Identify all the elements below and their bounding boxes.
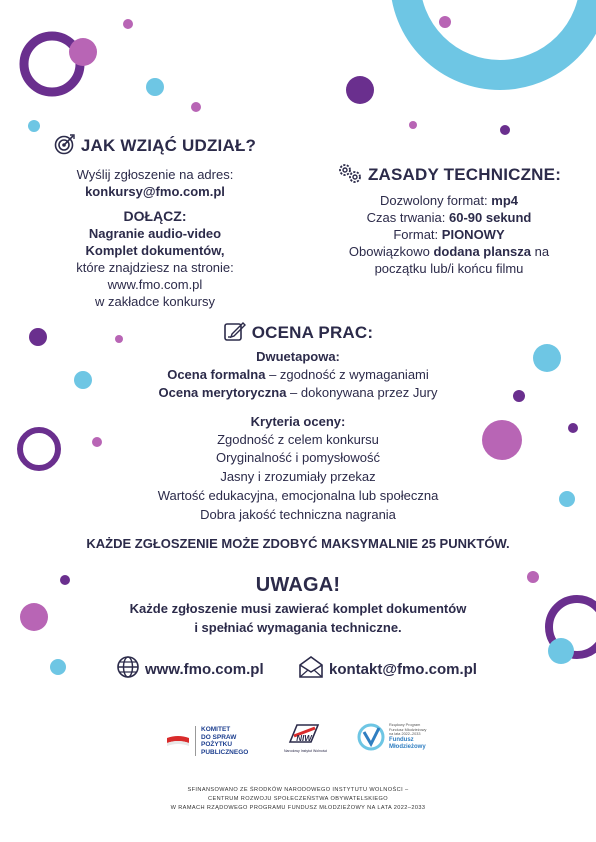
duration-value: 60-90 sekund [449, 210, 532, 225]
envelope-icon [298, 655, 324, 683]
fm-sub-line: Fundusz Młodzieżowy [389, 727, 427, 732]
target-icon [54, 133, 76, 160]
criterion-item: Dobra jakość techniczna nagrania [200, 507, 396, 522]
niw-text: NIW [296, 734, 312, 743]
fm-name-line: Młodzieżowy [389, 743, 426, 750]
technical-section [318, 162, 580, 277]
merit-stage [0, 384, 596, 401]
notice-title: UWAGA! [255, 574, 341, 596]
notice-line-2: i spełniać wymagania techniczne. [194, 620, 402, 635]
fundusz-mlodziezowy-logo [356, 722, 426, 752]
format-label: Dozwolony format: [379, 193, 488, 208]
funding-note-line-3: W RAMACH RZĄDOWEGO PROGRAMU FUNDUSZ MŁODZIEŻOWY NA LATA 2022–2033 [170, 805, 426, 811]
orientation-label: Format: [393, 227, 439, 242]
board-line [318, 243, 580, 260]
criteria-heading: Kryteria oceny: [250, 414, 346, 429]
duration-label: Czas trwania: [366, 210, 446, 225]
niw-logo [284, 722, 328, 753]
criterion-item: Jasny i zrozumiały przekaz [220, 469, 376, 484]
join-item-documents: Komplet dokumentów, [85, 243, 225, 258]
criterion-item: Zgodność z celem konkursu [217, 432, 379, 447]
globe-icon [116, 655, 140, 683]
board-post: na [534, 244, 550, 259]
notice-line-1: Każde zgłoszenie musi zawierać komplet dokumentów [129, 601, 467, 616]
participate-heading [30, 133, 280, 160]
fm-emblem-icon [356, 722, 386, 752]
criterion-item: Wartość edukacyjna, emocjonalna lub społeczna [157, 488, 439, 503]
join-text-tab: w zakładce konkursy [95, 294, 215, 309]
flag-icon [166, 732, 190, 750]
technical-heading [318, 162, 580, 189]
duration-line [318, 209, 580, 226]
funding-note-line-2: CENTRUM ROZWOJU SPOŁECZEŃSTWA OBYWATELSKIEGO [208, 796, 388, 802]
participate-title: JAK WZIĄĆ UDZIAŁ? [80, 135, 257, 155]
kpp-line: PUBLICZNEGO [201, 748, 249, 756]
send-line: Wyślij zgłoszenie na adres: [76, 167, 234, 182]
contest-email-link[interactable]: konkursy@fmo.com.pl [85, 184, 225, 199]
orientation-value: PIONOWY [441, 227, 505, 242]
kpp-line: POŻYTKU [201, 741, 233, 748]
email-contact[interactable] [298, 655, 477, 683]
orientation-line [318, 226, 580, 243]
board-bold: dodana plansza [433, 244, 531, 259]
fm-sub-line: na lata 2022–2033 [389, 732, 421, 737]
kpp-text [195, 726, 248, 756]
participate-section [30, 133, 280, 310]
formal-desc: – zgodność z wymaganiami [265, 367, 429, 382]
fm-text [389, 723, 426, 751]
max-points-notice: KAŻDE ZGŁOSZENIE MOŻE ZDOBYĆ MAKSYMALNIE 25 PUNKTÓW. [86, 536, 510, 551]
board-pre: Obowiązkowo [348, 244, 430, 259]
merit-desc: – dokonywana przez Jury [286, 385, 438, 400]
edit-icon [223, 320, 247, 347]
email-link[interactable]: kontakt@fmo.com.pl [329, 660, 477, 678]
criterion-item: Oryginalność i pomysłowość [215, 450, 380, 465]
kpp-line: KOMITET [201, 726, 231, 733]
stages-heading: Dwuetapowa: [256, 349, 340, 364]
fm-name-line: Fundusz [389, 736, 414, 743]
board-line-2: początku lub/i końcu filmu [374, 261, 524, 276]
join-heading: DOŁĄCZ: [123, 208, 187, 224]
gears-icon [337, 162, 363, 189]
join-text-website: które znajdziesz na stronie: www.fmo.com.pl [76, 260, 234, 292]
join-item-video: Nagranie audio-video [88, 226, 222, 241]
formal-stage [0, 366, 596, 383]
merit-label: Ocena merytoryczna [158, 385, 287, 400]
website-contact[interactable] [116, 655, 264, 683]
fm-sub-line: Rządowy Program [389, 723, 421, 728]
format-value: mp4 [491, 193, 518, 208]
kpp-logo [166, 726, 248, 756]
niw-subtext: Narodowy Instytut Wolności [284, 749, 328, 753]
website-link[interactable]: www.fmo.com.pl [145, 660, 264, 678]
evaluation-heading [0, 320, 596, 347]
format-line [318, 192, 580, 209]
kpp-line: DO SPRAW [201, 733, 237, 741]
formal-label: Ocena formalna [167, 367, 266, 382]
funding-note-line-1: SFINANSOWANO ZE ŚRODKÓW NARODOWEGO INSTYTUTU WOLNOŚCI – [187, 787, 409, 793]
evaluation-title: OCENA PRAC: [251, 322, 374, 342]
technical-title: ZASADY TECHNICZNE: [367, 164, 562, 184]
